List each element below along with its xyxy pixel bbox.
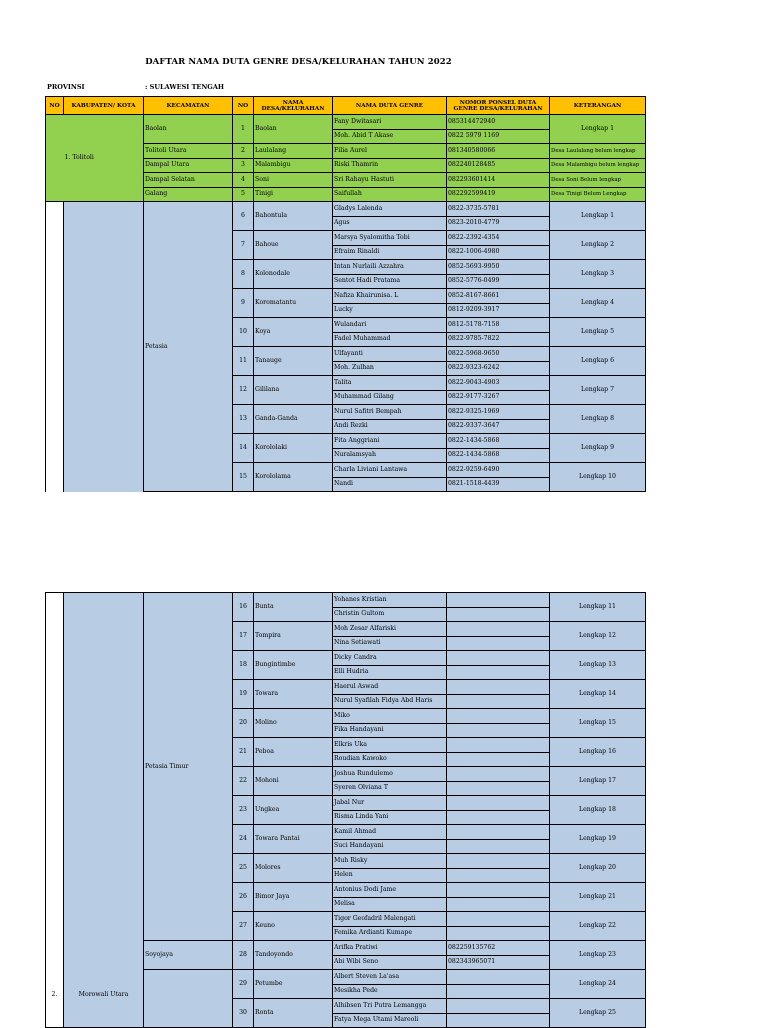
duta-name: Ulfayanti	[333, 347, 447, 362]
duta-name: Fika Handayani	[333, 723, 447, 738]
desa-name: Bungintimbe	[254, 651, 333, 680]
keterangan: Lengkap 6	[550, 347, 646, 376]
keterangan: Lengkap 7	[550, 376, 646, 405]
header-duta: NAMA DUTA GENRE	[333, 97, 447, 115]
desa-name: Baolan	[254, 115, 333, 144]
kabupaten-name	[64, 115, 144, 202]
duta-name: Mesikha Pede	[333, 984, 447, 999]
phone-number: 0822-9325-1969	[447, 405, 550, 420]
desa-name: Bahontula	[254, 202, 333, 231]
desa-name: Keuno	[254, 912, 333, 941]
keterangan: Lengkap 11	[550, 593, 646, 622]
desa-name: Ungkea	[254, 796, 333, 825]
duta-name: Fita Anggriani	[333, 434, 447, 449]
keterangan: Lengkap 9	[550, 434, 646, 463]
keterangan: Lengkap 25	[550, 999, 646, 1028]
phone-number	[447, 796, 550, 811]
desa-name: Tandoyondo	[254, 941, 333, 970]
kecamatan: Dampal Selatan	[144, 173, 233, 188]
kecamatan: Galang	[144, 187, 233, 202]
desa-name: Molores	[254, 854, 333, 883]
phone-number	[447, 752, 550, 767]
desa-name: Tanauge	[254, 347, 333, 376]
duta-name: Albert Steven La'asa	[333, 970, 447, 985]
desa-name: Bahoue	[254, 231, 333, 260]
desa-no: 26	[233, 883, 254, 912]
duta-name: Sri Rahayu Hastuti	[333, 173, 447, 188]
desa-no: 12	[233, 376, 254, 405]
kabupaten-number: 1.	[64, 154, 71, 161]
phone-number: 0822-9259-6490	[447, 463, 550, 478]
desa-no: 24	[233, 825, 254, 854]
desa-name: Petumbe	[254, 970, 333, 999]
desa-name: Gililana	[254, 376, 333, 405]
desa-no: 20	[233, 709, 254, 738]
duta-name: Abi Wibi Seno	[333, 955, 447, 970]
header-kecamatan: KECAMATAN	[144, 97, 233, 115]
kabupaten-empty	[64, 202, 144, 492]
document-title: DAFTAR NAMA DUTA GENRE DESA/KELURAHAN TAHUN 2022	[145, 57, 452, 67]
phone-number	[447, 694, 550, 709]
phone-number	[447, 810, 550, 825]
duta-name: Yohanes Kristian	[333, 593, 447, 608]
duta-name: Melisa	[333, 897, 447, 912]
phone-number: 082240128485	[447, 158, 550, 173]
duta-name: Fadel Muhammad	[333, 332, 447, 347]
kabupaten-no: 2.	[46, 593, 64, 1028]
keterangan: Lengkap 14	[550, 680, 646, 709]
desa-no: 3	[233, 158, 254, 173]
phone-number	[447, 651, 550, 666]
kabupaten-label	[65, 154, 94, 161]
phone-number: 0822-9177-3267	[447, 390, 550, 405]
province-label: PROVINSI	[47, 83, 85, 91]
phone-number	[447, 825, 550, 840]
duta-name: Haerul Aswad	[333, 680, 447, 695]
desa-no: 4	[233, 173, 254, 188]
table-row	[46, 202, 646, 217]
duta-name: Efraim Rinaldi	[333, 245, 447, 260]
duta-name: Syeren Olviana T	[333, 781, 447, 796]
duta-name: Nina Setiawati	[333, 636, 447, 651]
desa-name: Koromatantu	[254, 289, 333, 318]
desa-no: 18	[233, 651, 254, 680]
desa-name: Bunta	[254, 593, 333, 622]
header-ponsel: NOMOR PONSEL DUTA GENRE DESA/KELURAHAN	[447, 97, 550, 115]
phone-number: 0852-5776-0499	[447, 274, 550, 289]
kecamatan: Tolitoli Utara	[144, 144, 233, 159]
duta-name: Lucky	[333, 303, 447, 318]
desa-name: Korololaki	[254, 434, 333, 463]
duta-name: Roudian Kawoko	[333, 752, 447, 767]
keterangan: Lengkap 2	[550, 231, 646, 260]
duta-name: Fany Dwitasari	[333, 115, 447, 130]
phone-number: 085314472940	[447, 115, 550, 130]
phone-number: 081340580066	[447, 144, 550, 159]
desa-name: Mohoni	[254, 767, 333, 796]
duta-name: Femika Ardianti Kumape	[333, 926, 447, 941]
desa-name: Tompira	[254, 622, 333, 651]
duta-name: Risma Linda Yani	[333, 810, 447, 825]
phone-number	[447, 636, 550, 651]
keterangan: Lengkap 13	[550, 651, 646, 680]
phone-number: 0852-8167-8661	[447, 289, 550, 304]
phone-number: 0812-5178-7158	[447, 318, 550, 333]
phone-number	[447, 926, 550, 941]
keterangan: Desa Soni Belum lengkap	[550, 173, 646, 188]
duta-name: Elkris Uka	[333, 738, 447, 753]
desa-no: 28	[233, 941, 254, 970]
duta-name: Miko	[333, 709, 447, 724]
phone-number: 0822-5968-9650	[447, 347, 550, 362]
phone-number: 0822-9043-4903	[447, 376, 550, 391]
duta-name: Muhammad Gilang	[333, 390, 447, 405]
desa-name: Ganda-Ganda	[254, 405, 333, 434]
duta-name: Tigor Geofadril Malengati	[333, 912, 447, 927]
keterangan: Lengkap 21	[550, 883, 646, 912]
desa-no: 6	[233, 202, 254, 231]
keterangan: Lengkap 24	[550, 970, 646, 999]
duta-name: Charla Liviani Lantawa	[333, 463, 447, 478]
phone-number: 082293601414	[447, 173, 550, 188]
phone-number	[447, 839, 550, 854]
header-desa: NAMA DESA/KELURAHAN	[254, 97, 333, 115]
phone-number	[447, 999, 550, 1014]
phone-number: 0822-9337-3647	[447, 419, 550, 434]
phone-number: 0822-9323-6242	[447, 361, 550, 376]
desa-no: 23	[233, 796, 254, 825]
phone-number: 0812-9209-3917	[447, 303, 550, 318]
desa-name: Soni	[254, 173, 333, 188]
desa-no: 27	[233, 912, 254, 941]
keterangan: Lengkap 18	[550, 796, 646, 825]
desa-name: Kolonodale	[254, 260, 333, 289]
keterangan: Lengkap 10	[550, 463, 646, 492]
phone-number: 0822 5979 1169	[447, 129, 550, 144]
desa-no: 10	[233, 318, 254, 347]
phone-number	[447, 622, 550, 637]
desa-name: Ronta	[254, 999, 333, 1028]
desa-name: Bimor Jaya	[254, 883, 333, 912]
table-header-row	[46, 97, 646, 115]
duta-genre-table-page2	[45, 592, 646, 1028]
kabupaten-no	[46, 115, 64, 202]
desa-no: 2	[233, 144, 254, 159]
kecamatan: Dampal Utara	[144, 158, 233, 173]
desa-no: 1	[233, 115, 254, 144]
duta-name: Moh Zesar Alfariski	[333, 622, 447, 637]
kecamatan: Petasia Timur	[144, 593, 233, 941]
duta-name: Wulandari	[333, 318, 447, 333]
duta-name: Fatya Mega Utami Mareoli	[333, 1013, 447, 1028]
keterangan: Lengkap 1	[550, 115, 646, 144]
duta-name: Andi Rezki	[333, 419, 447, 434]
desa-no: 30	[233, 999, 254, 1028]
desa-no: 7	[233, 231, 254, 260]
table-row	[46, 115, 646, 130]
desa-no: 9	[233, 289, 254, 318]
desa-no: 15	[233, 463, 254, 492]
desa-no: 5	[233, 187, 254, 202]
desa-no: 16	[233, 593, 254, 622]
duta-name: Suci Handayani	[333, 839, 447, 854]
desa-name: Korololama	[254, 463, 333, 492]
phone-number: 0821-1518-4439	[447, 477, 550, 492]
keterangan: Desa Laulalang belum lengkap	[550, 144, 646, 159]
phone-number	[447, 593, 550, 608]
phone-number	[447, 897, 550, 912]
phone-number	[447, 723, 550, 738]
desa-no: 29	[233, 970, 254, 999]
duta-name: Marsya Syalomitha Tobi	[333, 231, 447, 246]
keterangan: Lengkap 8	[550, 405, 646, 434]
phone-number	[447, 912, 550, 927]
duta-name: Nuralamsyah	[333, 448, 447, 463]
phone-number	[447, 1013, 550, 1028]
duta-name: Arifka Pratiwi	[333, 941, 447, 956]
desa-name: Towara	[254, 680, 333, 709]
phone-number	[447, 665, 550, 680]
duta-name: Talita	[333, 376, 447, 391]
duta-name: Joshua Rundulemo	[333, 767, 447, 782]
phone-number: 0822-1006-4980	[447, 245, 550, 260]
phone-number: 0822-1434-5868	[447, 448, 550, 463]
keterangan: Lengkap 1	[550, 202, 646, 231]
duta-name: Dicky Candra	[333, 651, 447, 666]
desa-no: 17	[233, 622, 254, 651]
phone-number	[447, 854, 550, 869]
phone-number: 082259135762	[447, 941, 550, 956]
desa-no: 22	[233, 767, 254, 796]
duta-name: Moh. Abid T Akase	[333, 129, 447, 144]
desa-no: 11	[233, 347, 254, 376]
keterangan: Lengkap 20	[550, 854, 646, 883]
duta-name: Moh. Zulhan	[333, 361, 447, 376]
phone-number	[447, 607, 550, 622]
keterangan: Lengkap 12	[550, 622, 646, 651]
duta-name: Nurul Syafilah Fidya Abd Haris	[333, 694, 447, 709]
duta-name: Muh Risky	[333, 854, 447, 869]
header-no: NO	[46, 97, 64, 115]
duta-name: Helen	[333, 868, 447, 883]
desa-no: 25	[233, 854, 254, 883]
keterangan: Lengkap 22	[550, 912, 646, 941]
kabupaten-value: Tolitoli	[72, 154, 94, 161]
duta-name: Agus	[333, 216, 447, 231]
kabupaten-no-empty	[46, 202, 64, 492]
header-no-desa: NO	[233, 97, 254, 115]
keterangan: Desa Tinigi Belum Lengkap	[550, 187, 646, 202]
duta-name: Saifullah	[333, 187, 447, 202]
kecamatan: Baolan	[144, 115, 233, 144]
keterangan: Lengkap 3	[550, 260, 646, 289]
duta-name: Riski Thamrin	[333, 158, 447, 173]
phone-number	[447, 781, 550, 796]
duta-name: Elli Hudria	[333, 665, 447, 680]
phone-number	[447, 767, 550, 782]
header-kabupaten: KABUPATEN/ KOTA	[64, 97, 144, 115]
phone-number	[447, 738, 550, 753]
phone-number: 0822-2392-4354	[447, 231, 550, 246]
phone-number: 0822-1434-5868	[447, 434, 550, 449]
phone-number	[447, 868, 550, 883]
duta-name: Nandi	[333, 477, 447, 492]
kabupaten-name: Morowali Utara	[64, 593, 144, 1028]
desa-name: Molino	[254, 709, 333, 738]
phone-number	[447, 680, 550, 695]
desa-name: Towara Pantai	[254, 825, 333, 854]
keterangan: Lengkap 5	[550, 318, 646, 347]
duta-name: Alhibsen Tri Putra Lemangga	[333, 999, 447, 1014]
phone-number	[447, 883, 550, 898]
table-row	[46, 593, 646, 608]
desa-no: 14	[233, 434, 254, 463]
keterangan: Lengkap 23	[550, 941, 646, 970]
duta-genre-table-page1	[45, 96, 646, 492]
desa-no: 19	[233, 680, 254, 709]
desa-no: 21	[233, 738, 254, 767]
keterangan: Lengkap 19	[550, 825, 646, 854]
duta-name: Intan Nurlaili Azzahra	[333, 260, 447, 275]
duta-name: Nurul Safitri Bempah	[333, 405, 447, 420]
keterangan: Desa Malambigu belum lengkap	[550, 158, 646, 173]
phone-number: 0823-2010-4779	[447, 216, 550, 231]
duta-name: Filia Aurel	[333, 144, 447, 159]
desa-name: Laulalang	[254, 144, 333, 159]
desa-name: Tinigi	[254, 187, 333, 202]
duta-name: Jabal Nur	[333, 796, 447, 811]
desa-name: Peboa	[254, 738, 333, 767]
phone-number	[447, 709, 550, 724]
keterangan: Lengkap 16	[550, 738, 646, 767]
duta-name: Nafiza Khairunisa. L	[333, 289, 447, 304]
phone-number: 0822-9785-7822	[447, 332, 550, 347]
duta-name: Christin Gultom	[333, 607, 447, 622]
kecamatan: Soyojaya	[144, 941, 233, 970]
desa-name: Malambigu	[254, 158, 333, 173]
phone-number: 0852-5693-9950	[447, 260, 550, 275]
desa-name: Koya	[254, 318, 333, 347]
desa-no: 8	[233, 260, 254, 289]
phone-number: 082292599419	[447, 187, 550, 202]
keterangan: Lengkap 4	[550, 289, 646, 318]
duta-name: Sentot Hadi Pratama	[333, 274, 447, 289]
kecamatan	[144, 970, 233, 1028]
desa-no: 13	[233, 405, 254, 434]
keterangan: Lengkap 17	[550, 767, 646, 796]
phone-number: 082343965071	[447, 955, 550, 970]
kecamatan: Petasia	[144, 202, 233, 492]
duta-name: Antonius Dodi Jame	[333, 883, 447, 898]
phone-number	[447, 984, 550, 999]
duta-name: Kamil Ahmad	[333, 825, 447, 840]
duta-name: Gladys Lalenda	[333, 202, 447, 217]
phone-number	[447, 970, 550, 985]
province-value: : SULAWESI TENGAH	[145, 83, 225, 91]
phone-number: 0822-3735-5781	[447, 202, 550, 217]
keterangan: Lengkap 15	[550, 709, 646, 738]
header-keterangan: KETERANGAN	[550, 97, 646, 115]
